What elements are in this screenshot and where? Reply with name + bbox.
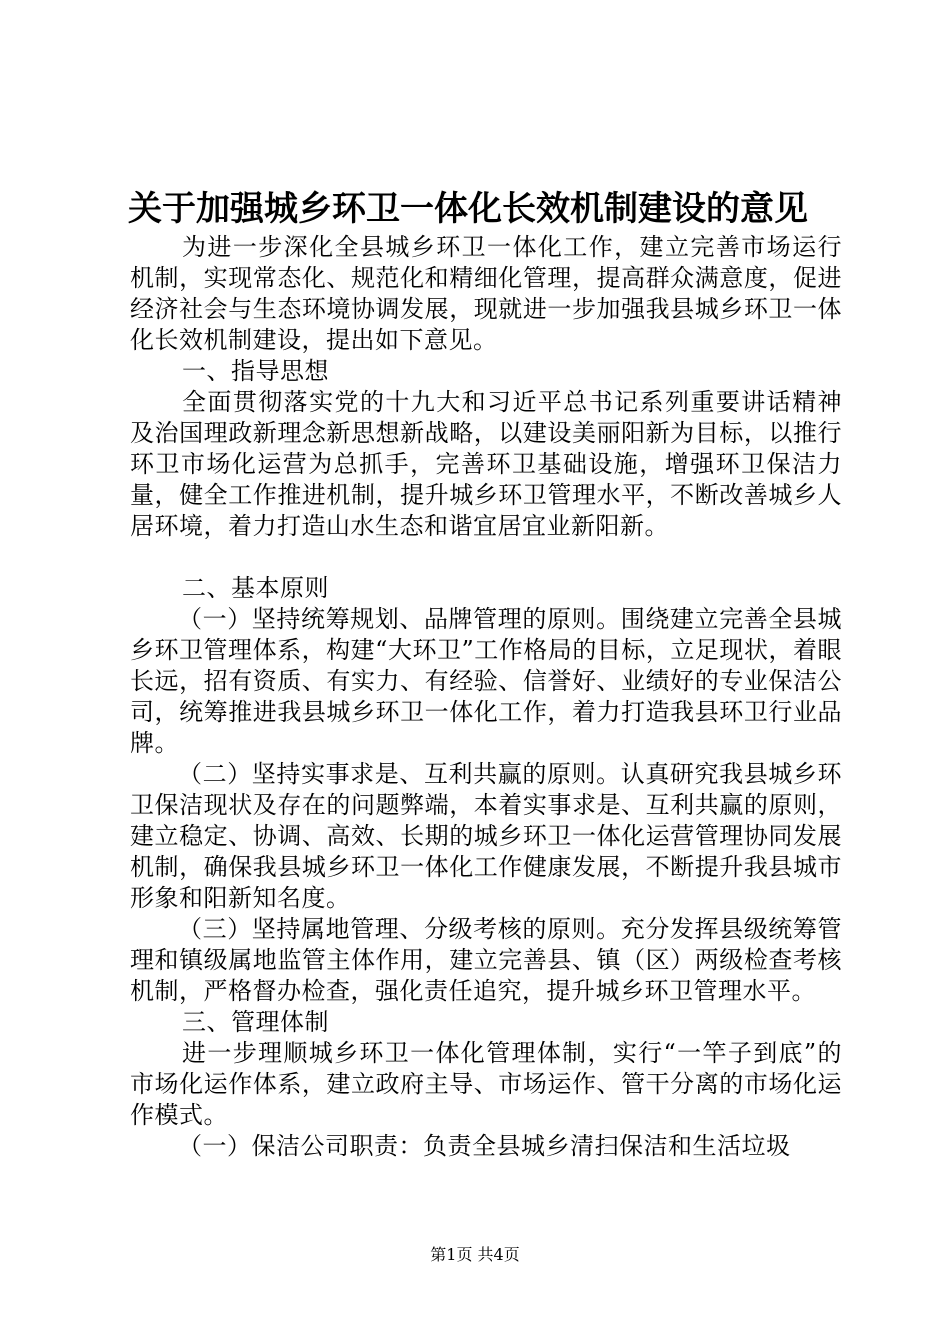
management-duty-paragraph-1: （一）保洁公司职责：负责全县城乡清扫保洁和生活垃圾 bbox=[178, 1132, 791, 1160]
section-heading-basic-principles: 二、基本原则 bbox=[182, 574, 329, 602]
section-heading-management-system: 三、管理体制 bbox=[182, 1008, 329, 1036]
guiding-ideology-paragraph: 全面贯彻落实党的十九大和习近平总书记系列重要讲话精神及治国理政新理念新思想新战略，以建设美丽阳新为目标，以推行环卫市场化运营为总抓手，完善环卫基础设施，增强环卫保洁力量，健全工作推进机制，提升城乡环卫管理水平，不断改善城乡人居环境，着力打造山水生态和谐宜居宜业新阳新。 bbox=[130, 388, 842, 540]
document-body bbox=[130, 232, 842, 1162]
paragraph-gap bbox=[130, 542, 842, 573]
management-system-paragraph: 进一步理顺城乡环卫一体化管理体制，实行“一竿子到底”的市场化运作体系，建立政府主导、市场运作、管干分离的市场化运作模式。 bbox=[130, 1039, 842, 1129]
document-title: 关于加强城乡环卫一体化长效机制建设的意见 bbox=[128, 189, 808, 229]
section-heading-guiding-ideology: 一、指导思想 bbox=[182, 357, 329, 385]
page-footer: 第1页 共4页 bbox=[430, 1245, 520, 1264]
principle-paragraph-1: （一）坚持统筹规划、品牌管理的原则。围绕建立完善全县城乡环卫管理体系，构建“大环卫”工作格局的目标，立足现状，着眼长远，招有资质、有实力、有经验、信誉好、业绩好的专业保洁公司，统筹推进我县城乡环卫一体化工作，着力打造我县环卫行业品牌。 bbox=[130, 605, 842, 757]
intro-paragraph: 为进一步深化全县城乡环卫一体化工作，建立完善市场运行机制，实现常态化、规范化和精细化管理，提高群众满意度，促进经济社会与生态环境协调发展，现就进一步加强我县城乡环卫一体化长效机制建设，提出如下意见。 bbox=[130, 233, 842, 354]
principle-paragraph-3: （三）坚持属地管理、分级考核的原则。充分发挥县级统筹管理和镇级属地监管主体作用，建立完善县、镇（区）两级检查考核机制，严格督办检查，强化责任追究，提升城乡环卫管理水平。 bbox=[130, 915, 842, 1005]
principle-paragraph-2: （二）坚持实事求是、互利共赢的原则。认真研究我县城乡环卫保洁现状及存在的问题弊端，本着实事求是、互利共赢的原则，建立稳定、协调、高效、长期的城乡环卫一体化运营管理协同发展机制，确保我县城乡环卫一体化工作健康发展，不断提升我县城市形象和阳新知名度。 bbox=[130, 760, 842, 912]
